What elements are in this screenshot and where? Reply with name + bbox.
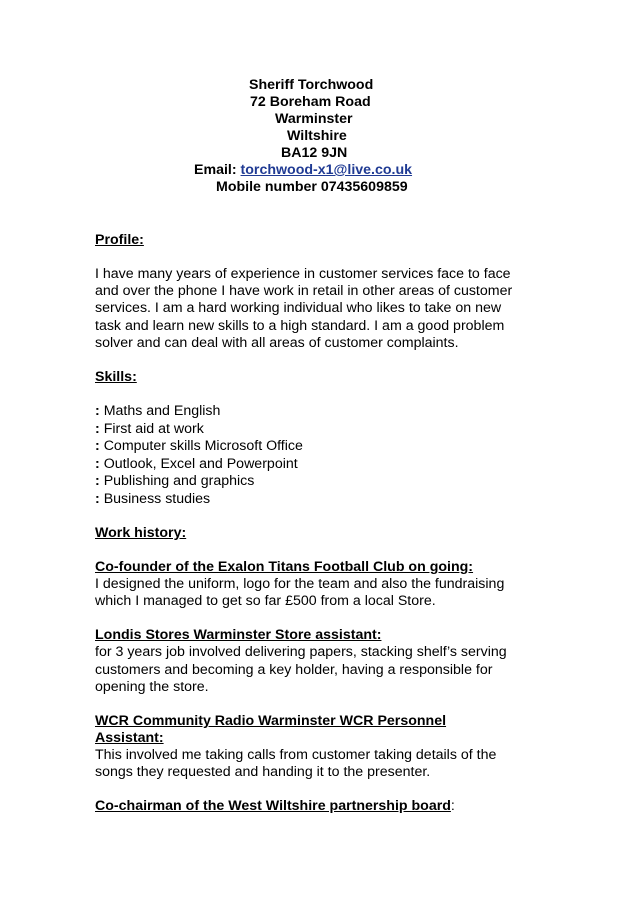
- profile-line: task and learn new skills to a high standard. I am a good problem: [95, 317, 505, 334]
- job-entry: [95, 713, 555, 781]
- job-title: Assistant:: [95, 730, 164, 747]
- skills-heading: Skills:: [95, 369, 137, 386]
- address-county: Wiltshire: [287, 128, 347, 144]
- job-entry: [95, 798, 555, 815]
- job-description-line: opening the store.: [95, 678, 209, 695]
- cv-body: [95, 232, 555, 816]
- skill-item: : Computer skills Microsoft Office: [95, 438, 303, 455]
- address-street: 72 Boreham Road: [250, 94, 371, 110]
- profile-text: [95, 266, 555, 352]
- job-description-line: customers and becoming a key holder, having a responsible for: [95, 661, 493, 678]
- job-description-line: songs they requested and handing it to the presenter.: [95, 764, 431, 781]
- job-title: WCR Community Radio Warminster WCR Personnel: [95, 713, 447, 730]
- profile-line: and over the phone I have work in retail in other areas of customer: [95, 283, 513, 300]
- profile-line: services. I am a hard working individual who likes to take on new: [95, 300, 502, 317]
- job-title: Co-founder of the Exalon Titans Football Club on going:: [95, 559, 474, 576]
- profile-line: I have many years of experience in customer services face to face: [95, 266, 511, 282]
- email-line: [194, 162, 412, 179]
- applicant-name: Sheriff Torchwood: [249, 77, 374, 93]
- profile-line: solver and can deal with all areas of customer complaints.: [95, 334, 459, 351]
- job-entry: [95, 559, 555, 610]
- mobile-number: Mobile number 07435609859: [216, 179, 408, 195]
- skill-item: : Outlook, Excel and Powerpoint: [95, 455, 298, 472]
- work-history-heading: Work history:: [95, 525, 187, 542]
- job-entry: [95, 627, 555, 696]
- job-title-line: [95, 798, 555, 815]
- address-town: Warminster: [275, 111, 353, 127]
- job-title: Londis Stores Warminster Store assistant:: [95, 627, 382, 644]
- email-link[interactable]: torchwood-x1@live.co.uk: [240, 162, 413, 178]
- job-title-colon: :: [450, 798, 455, 815]
- skills-list: [95, 403, 555, 508]
- job-description-line: which I managed to get so far £500 from a local Store.: [95, 593, 436, 610]
- email-label: Email:: [194, 162, 237, 178]
- skill-item: : Publishing and graphics: [95, 473, 255, 490]
- skill-item: : Maths and English: [95, 403, 221, 420]
- job-description-line: I designed the uniform, logo for the team and also the fundraising: [95, 576, 505, 593]
- job-title: Co-chairman of the West Wiltshire partnership board: [95, 798, 451, 815]
- job-description-line: for 3 years job involved delivering papers, stacking shelf’s serving: [95, 644, 507, 661]
- profile-heading: Profile:: [95, 232, 144, 248]
- skill-item: : Business studies: [95, 490, 211, 507]
- skill-item: : First aid at work: [95, 420, 204, 437]
- job-description-line: This involved me taking calls from customer taking details of the: [95, 747, 497, 764]
- address-postcode: BA12 9JN: [281, 145, 348, 161]
